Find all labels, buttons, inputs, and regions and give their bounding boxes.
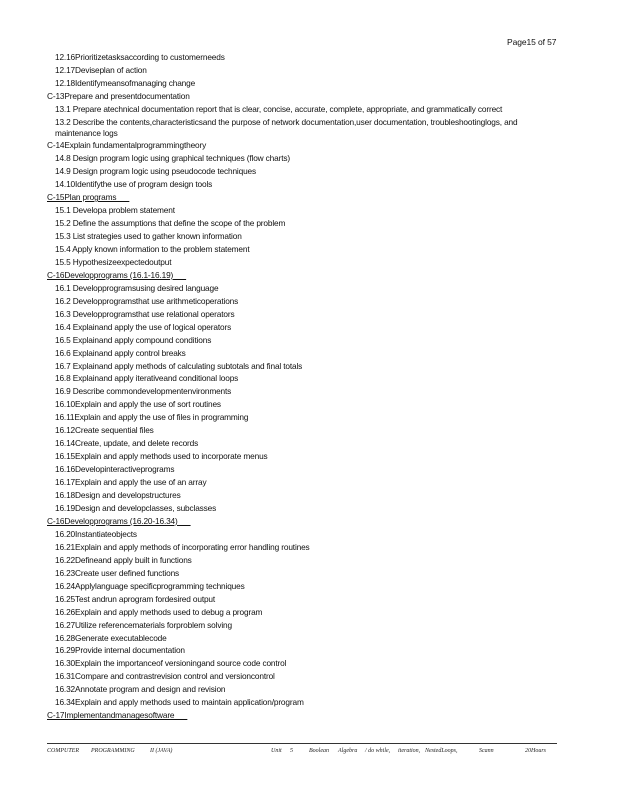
page-number: Page15 of 57 (507, 37, 557, 47)
footer-topic: Scann (479, 748, 494, 754)
outline-item: 15.5 Hypothesizeexpectedoutput (55, 256, 172, 267)
footer-hours: 20Hours (525, 748, 547, 754)
outline-item: 16.24Applylanguage specificprogramming techniques (55, 580, 245, 591)
outline-item: 16.8 Explainand apply iterativeand conditional loops (55, 373, 239, 384)
footer-unit-label: Unit (271, 748, 282, 754)
footer-topic: Algebra (338, 748, 358, 754)
outline-item: 16.6 Explainand apply control breaks (55, 347, 186, 358)
section-heading (47, 709, 557, 722)
outline-item: 16.30Explain the importanceof versioningand source code control (55, 658, 287, 669)
footer-topic: / do while, (365, 748, 391, 754)
outline-item: 16.5 Explainand apply compound conditions (55, 334, 212, 345)
section-heading (47, 191, 557, 204)
outline-item: 12.17Deviseplan of action (55, 64, 147, 75)
outline-item: 16.29Provide internal documentation (55, 645, 185, 656)
outline-item: 16.11Explain and apply the use of files in programming (55, 412, 249, 423)
document-body (47, 51, 557, 722)
outline-item: 16.26Explain and apply methods used to debug a program (55, 606, 263, 617)
outline-item: 16.20Instantiateobjects (55, 528, 137, 539)
outline-item: 16.21Explain and apply methods of incorporating error handling routines (55, 541, 310, 552)
footer-topic: NestedLoops, (425, 748, 458, 754)
outline-item: 16.3 Developprogramsthat use relational operators (55, 308, 235, 319)
section-heading: C-13Prepare and presentdocumentation (47, 90, 190, 101)
outline-item: 16.18Design and developstructures (55, 490, 181, 501)
section-heading (47, 515, 557, 528)
outline-item: 16.22Defineand apply built in functions (55, 554, 192, 565)
footer-course: COMPUTER (47, 748, 79, 754)
outline-item: 13.2 Describe the contents,characteristicsand the purpose of network documentation,user documentation, troubleshootinglogs, and maintenance logs (55, 117, 518, 138)
section-heading: C-14Explain fundamentalprogrammingtheory (47, 140, 207, 151)
outline-item: 16.4 Explainand apply the use of logical operators (55, 321, 232, 332)
outline-item: 16.25Test andrun aprogram fordesired output (55, 593, 216, 604)
section-heading-text: C-15Plan programs (47, 192, 130, 203)
outline-item: 16.23Create user defined functions (55, 567, 180, 578)
section-heading (47, 269, 557, 282)
footer-level: II (JAVA) (150, 748, 173, 754)
outline-item: 16.27Utilize referencematerials forproblem solving (55, 619, 232, 630)
outline-item: 14.10Identifythe use of program design tools (55, 179, 213, 190)
outline-item: 16.28Generate executablecode (55, 632, 167, 643)
section-heading-text: C-16Developprograms (16.1-16.19) (47, 269, 187, 280)
outline-item: 14.9 Design program logic using pseudocode techniques (55, 166, 256, 177)
outline-item: 16.32Annotate program and design and revision (55, 684, 226, 695)
outline-item: 13.1 Prepare atechnical documentation report that is clear, concise, accurate, complete, appropriate, and grammatically correct (55, 104, 503, 115)
outline-item: 15.1 Developa problem statement (55, 205, 175, 216)
footer-topic: Boolean (309, 748, 329, 754)
outline-item: 16.7 Explainand apply methods of calculating subtotals and final totals (55, 360, 303, 371)
outline-item: 12.18Identifymeansofmanaging change (55, 77, 196, 88)
footer-topic: iteration, (398, 748, 421, 754)
outline-item: 16.19Design and developclasses, subclasses (55, 503, 217, 513)
section-heading-text: C-16Developprograms (16.20-16.34) (47, 515, 191, 526)
outline-item: 16.10Explain and apply the use of sort routines (55, 399, 221, 410)
outline-item: 16.17Explain and apply the use of an array (55, 477, 207, 488)
footer-unit-number: 5 (290, 748, 293, 754)
outline-item: 16.2 Developprogramsthat use arithmeticoperations (55, 295, 239, 306)
outline-item: 15.4 Apply known information to the problem statement (55, 243, 250, 254)
outline-item: 12.16Prioritizetasksaccording to customerneeds (55, 52, 225, 62)
outline-item: 16.1 Developprogramsusing desired language (55, 282, 219, 293)
outline-item: 15.3 List strategies used to gather known information (55, 230, 242, 241)
section-heading-text: C-17Implementandmanagesoftware (47, 710, 188, 721)
outline-item: 15.2 Define the assumptions that define the scope of the problem (55, 218, 286, 229)
outline-item: 16.14Create, update, and delete records (55, 438, 199, 449)
outline-item: 16.15Explain and apply methods used to incorporate menus (55, 451, 268, 462)
page-footer (47, 748, 557, 760)
outline-item: 16.12Create sequential files (55, 425, 154, 436)
outline-item: 16.9 Describe commondevelopmentenvironments (55, 386, 232, 397)
footer-divider (47, 743, 557, 744)
footer-subject: PROGRAMMING (91, 748, 135, 754)
outline-item: 16.34Explain and apply methods used to maintain application/program (55, 697, 304, 708)
outline-item: 16.31Compare and contrastrevision control and versioncontrol (55, 671, 275, 682)
outline-item: 16.16Developinteractiveprograms (55, 464, 175, 475)
outline-item: 14.8 Design program logic using graphical techniques (flow charts) (55, 153, 290, 164)
